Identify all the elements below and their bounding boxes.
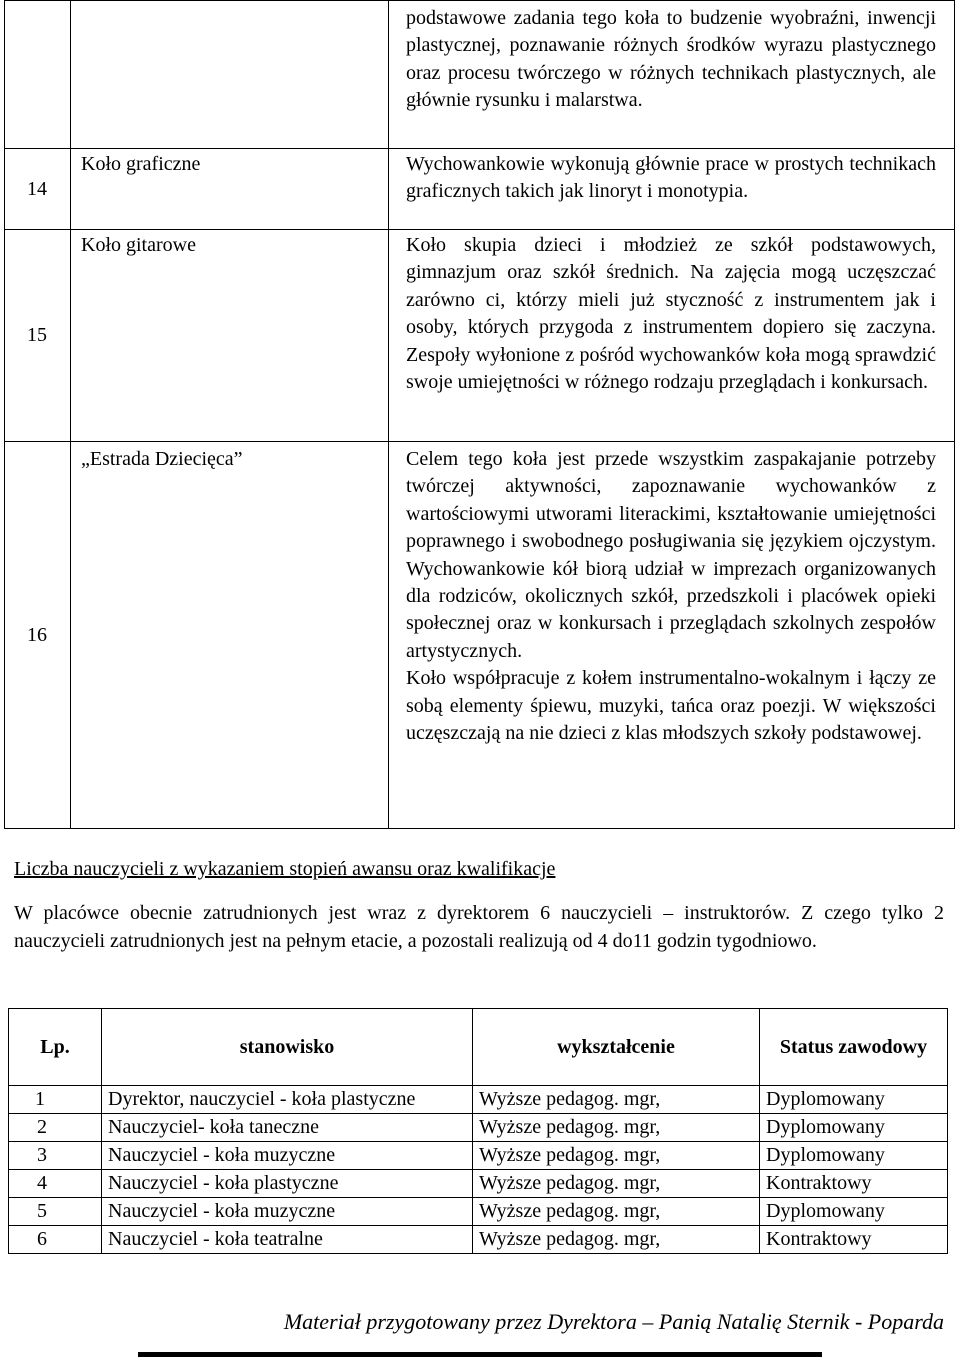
club-name: „Estrada Dziecięca”: [71, 442, 389, 829]
table-row: [9, 1198, 948, 1226]
table-row: [9, 1170, 948, 1198]
table-row: [5, 149, 955, 230]
position-cell: Nauczyciel - koła muzyczne: [102, 1142, 473, 1170]
club-description: [389, 442, 955, 829]
row-number: 6: [9, 1226, 102, 1254]
table-row: [9, 1142, 948, 1170]
staff-table: [8, 1008, 948, 1254]
position-cell: Nauczyciel - koła plastyczne: [102, 1170, 473, 1198]
education-cell: Wyższe pedagog. mgr,: [473, 1086, 760, 1114]
row-number: 4: [9, 1170, 102, 1198]
table-row: [9, 1226, 948, 1254]
row-number: 1: [9, 1086, 102, 1114]
table-row: [5, 1, 955, 149]
status-cell: Dyplomowany: [760, 1114, 948, 1142]
row-number: 14: [5, 149, 71, 230]
education-cell: Wyższe pedagog. mgr,: [473, 1198, 760, 1226]
club-description: [389, 230, 955, 442]
row-number: 16: [5, 442, 71, 829]
education-cell: Wyższe pedagog. mgr,: [473, 1114, 760, 1142]
header-position: stanowisko: [102, 1009, 473, 1086]
row-number: 2: [9, 1114, 102, 1142]
club-name: Koło gitarowe: [71, 230, 389, 442]
row-number: 5: [9, 1198, 102, 1226]
status-cell: Kontraktowy: [760, 1170, 948, 1198]
club-description: [389, 1, 955, 149]
table-row: [9, 1086, 948, 1114]
table-row: [9, 1114, 948, 1142]
header-status: Status zawodowy: [760, 1009, 948, 1086]
clubs-table: [4, 0, 955, 829]
position-cell: Nauczyciel - koła teatralne: [102, 1226, 473, 1254]
position-cell: Nauczyciel - koła muzyczne: [102, 1198, 473, 1226]
row-number: 3: [9, 1142, 102, 1170]
description-paragraph: Koło współpracuje z kołem instrumentalno-wokalnym i łączy ze sobą elementy śpiewu, muzyki, tańca oraz poezji. W większości uczęszczają na nie dzieci z klas młodszych szkoły podstawowej.: [406, 667, 936, 745]
row-number: 15: [5, 230, 71, 442]
description-paragraph: Celem tego koła jest przede wszystkim zaspakajanie potrzeby twórczej aktywności, zapoznawanie wychowanków z wartościowymi utworami literackimi, kształtowanie umiejętności poprawnego i swobodnego posługiwania się językiem ojczystym. Wychowankowie kół biorą udział w imprezach organizowanych dla rodziców, okolicznych szkół, przedszkoli i placówek opieki społecznej oraz w konkursach i przeglądach szkolnych zespołów artystycznych.: [406, 448, 936, 662]
footer-divider: [138, 1352, 822, 1357]
education-cell: Wyższe pedagog. mgr,: [473, 1170, 760, 1198]
status-cell: Kontraktowy: [760, 1226, 948, 1254]
table-row: [5, 442, 955, 829]
club-name: Koło graficzne: [71, 149, 389, 230]
description-paragraph: podstawowe zadania tego koła to budzenie wyobraźni, inwencji plastycznej, poznawanie różnych środków wyrazu plastycznego oraz procesu twórczego w różnych technikach plastycznych, ale głównie rysunku i malarstwa.: [406, 7, 936, 112]
row-number: [5, 1, 71, 149]
section-heading: Liczba nauczycieli z wykazaniem stopień awansu oraz kwalifikacje: [14, 858, 556, 880]
position-cell: Nauczyciel- koła taneczne: [102, 1114, 473, 1142]
table-row: [5, 230, 955, 442]
description-paragraph: Koło skupia dzieci i młodzież ze szkół podstawowych, gimnazjum oraz szkół średnich. Na zajęcia mogą uczęszczać zarówno ci, którzy mieli już styczność z instrumentem jak i osoby, których przygoda z instrumentem dopiero się zaczyna. Zespoły wyłonione z pośród wychowanków koła mogą sprawdzić swoje umiejętności w różnego rodzaju przeglądach i konkursach.: [406, 234, 936, 394]
position-cell: Dyrektor, nauczyciel - koła plastyczne: [102, 1086, 473, 1114]
footer-credit: Materiał przygotowany przez Dyrektora – Panią Natalię Sternik - Poparda: [283, 1309, 944, 1334]
status-cell: Dyplomowany: [760, 1198, 948, 1226]
header-lp: Lp.: [9, 1009, 102, 1086]
status-cell: Dyplomowany: [760, 1086, 948, 1114]
club-description: [389, 149, 955, 230]
club-name: [71, 1, 389, 149]
staff-paragraph: W placówce obecnie zatrudnionych jest wraz z dyrektorem 6 nauczycieli – instruktorów. Z czego tylko 2 nauczycieli zatrudnionych jest na pełnym etacie, a pozostali realizują od 4 do11 godzin tygodniowo.: [14, 902, 944, 952]
table-header-row: [9, 1009, 948, 1086]
status-cell: Dyplomowany: [760, 1142, 948, 1170]
education-cell: Wyższe pedagog. mgr,: [473, 1142, 760, 1170]
description-paragraph: Wychowankowie wykonują głównie prace w prostych technikach graficznych takich jak linoryt i monotypia.: [406, 153, 936, 203]
header-education: wykształcenie: [473, 1009, 760, 1086]
education-cell: Wyższe pedagog. mgr,: [473, 1226, 760, 1254]
